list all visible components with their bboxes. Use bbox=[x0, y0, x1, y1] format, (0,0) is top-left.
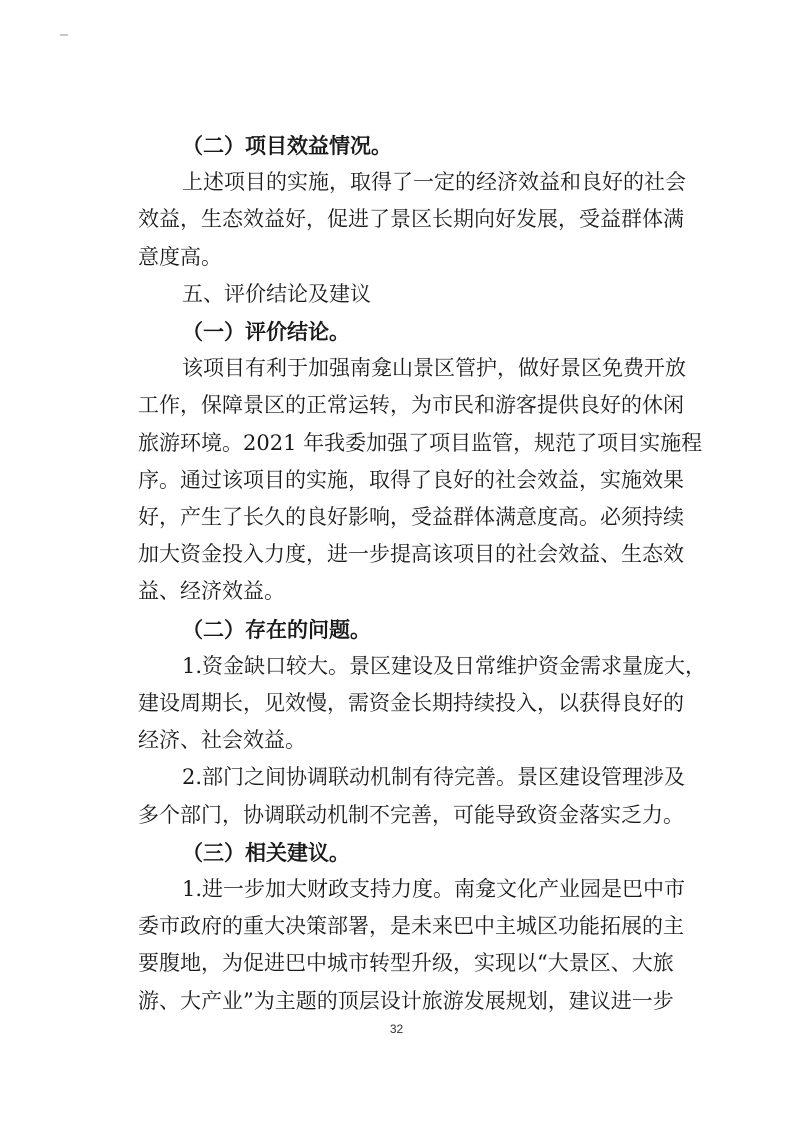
section-heading: 五、评价结论及建议 bbox=[182, 281, 371, 306]
text-line: 多个部门，协调联动机制不完善，可能导致资金落实乏力。 bbox=[138, 802, 684, 827]
text-line: 上述项目的实施，取得了一定的经济效益和良好的社会 bbox=[182, 170, 686, 195]
text-line: 序。通过该项目的实施，取得了良好的社会效益，实施效果 bbox=[138, 467, 684, 492]
text-line: 好，产生了长久的良好影响，受益群体满意度高。必须持续 bbox=[138, 505, 684, 529]
scan-mark bbox=[60, 34, 68, 36]
subsection-heading: （三）相关建议。 bbox=[182, 839, 350, 865]
text-line: 旅游环境。2021 年我委加强了项目监管，规范了项目实施程 bbox=[138, 430, 703, 455]
text-line: 该项目有利于加强南龛山景区管护，做好景区免费开放 bbox=[182, 356, 686, 381]
subsection-heading: （二）存在的问题。 bbox=[182, 616, 371, 642]
text-line: 加大资金投入力度，进一步提高该项目的社会效益、生态效 bbox=[138, 542, 684, 567]
subsection-heading: （一）评价结论。 bbox=[182, 319, 350, 344]
text-line: 2.部门之间协调联动机制有待完善。景区建设管理涉及 bbox=[182, 765, 686, 790]
text-line: 要腹地，为促进巴中城市转型升级，实现以“大景区、大旅 bbox=[138, 951, 674, 976]
text-line: 效益，生态效益好，促进了景区长期向好发展，受益群体满 bbox=[138, 207, 684, 232]
text-line: 益、经济效益。 bbox=[138, 579, 285, 604]
text-line: 工作，保障景区的正常运转，为市民和游客提供良好的休闲 bbox=[138, 393, 684, 418]
text-line: 1.进一步加大财政支持力度。南龛文化产业园是巴中市 bbox=[182, 877, 686, 901]
text-line: 经济、社会效益。 bbox=[138, 728, 306, 753]
text-line: 建设周期长，见效慢，需资金长期持续投入，以获得良好的 bbox=[138, 691, 684, 715]
text-line: 游、大产业”为主题的顶层设计旅游发展规划，建议进一步 bbox=[138, 988, 674, 1013]
text-line: 1.资金缺口较大。景区建设及日常维护资金需求量庞大， bbox=[182, 653, 707, 678]
page-number: 32 bbox=[389, 1022, 404, 1036]
text-line: 意度高。 bbox=[138, 244, 222, 269]
text-line: （二）项目效益情况。 bbox=[182, 133, 392, 158]
text-line: 委市政府的重大决策部署，是未来巴中主城区功能拓展的主 bbox=[138, 914, 684, 939]
